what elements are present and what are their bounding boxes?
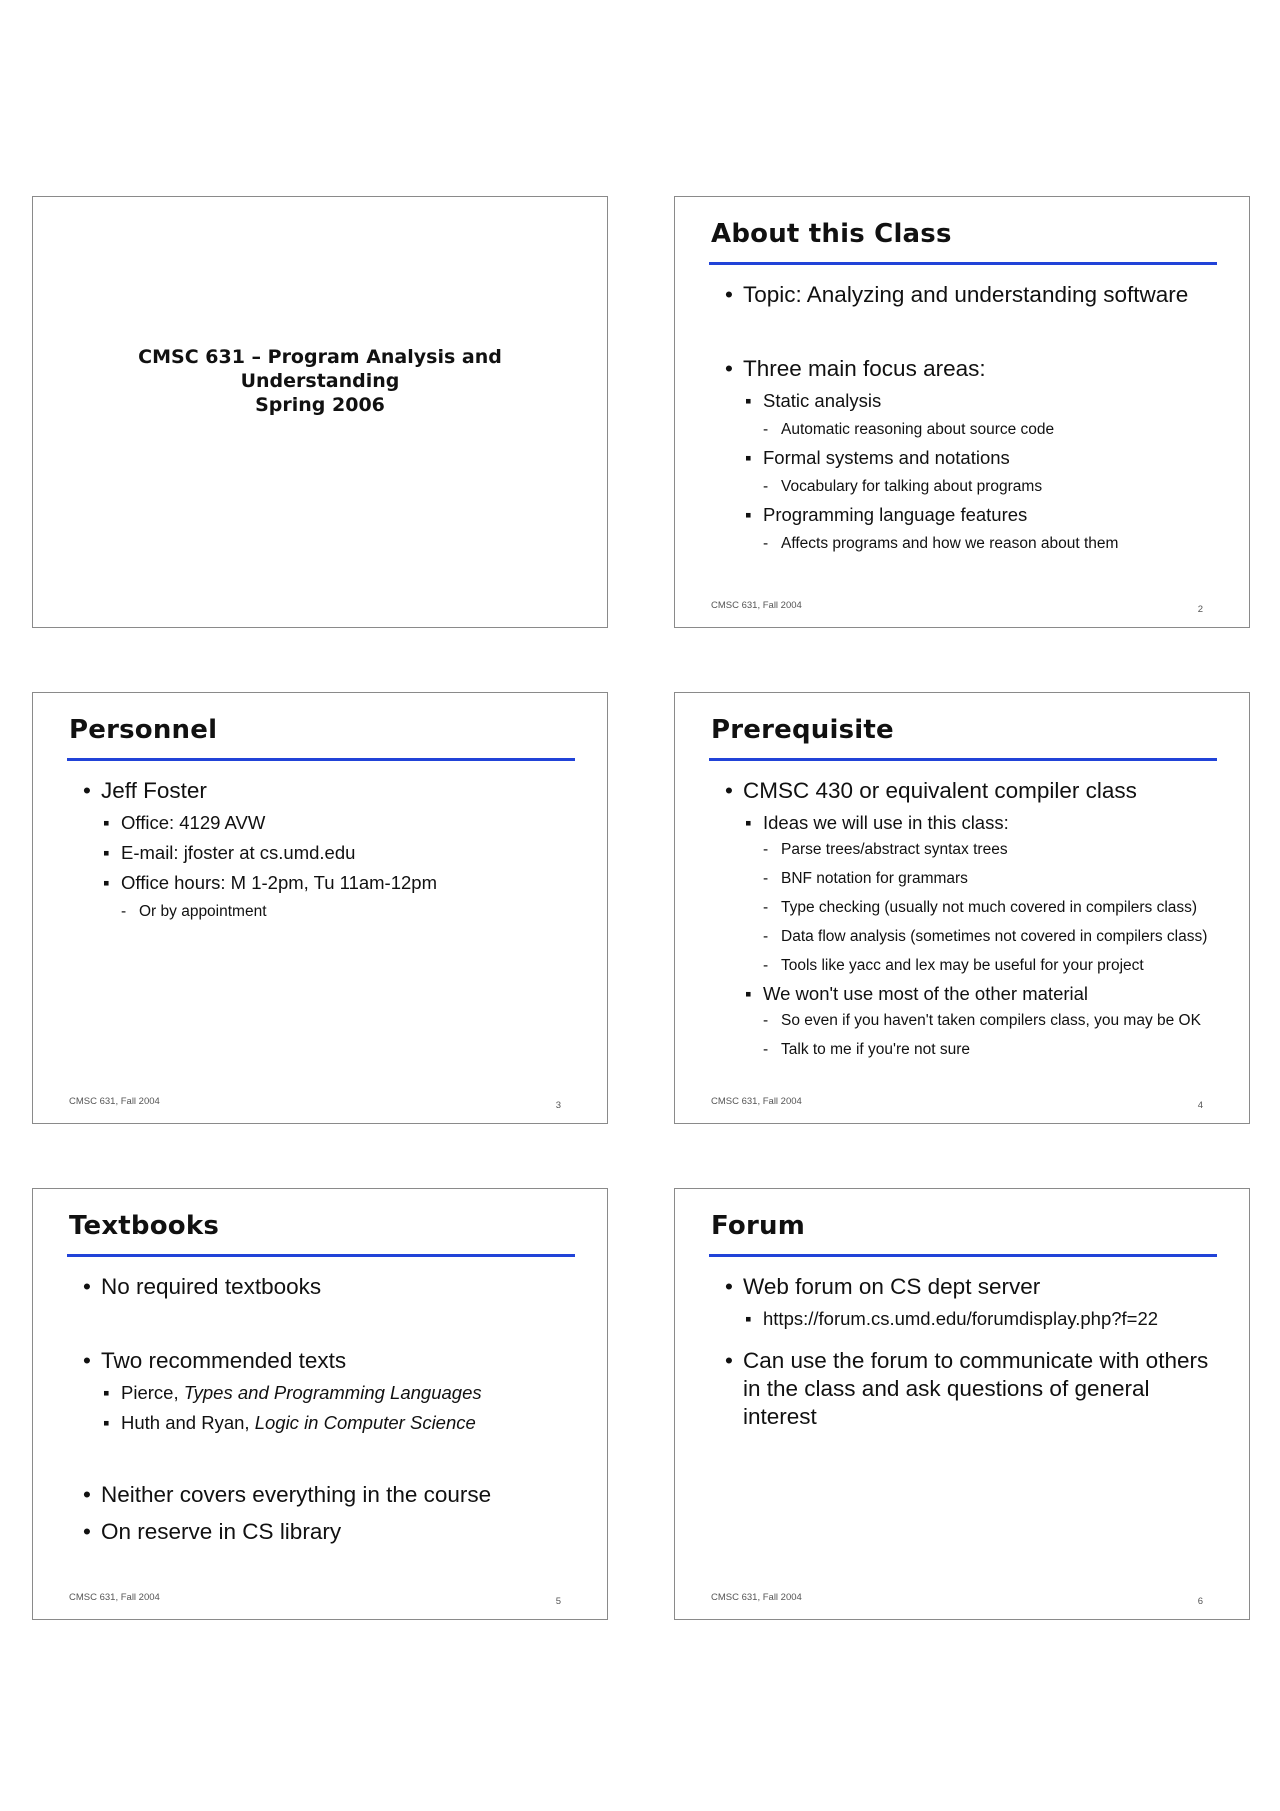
bullet-text: E-mail: jfoster at cs.umd.edu — [121, 842, 356, 863]
dash-bullet-icon: - — [763, 1012, 769, 1029]
title-rule — [67, 758, 575, 761]
slide-body — [711, 771, 1215, 1060]
bullet-item — [83, 1347, 573, 1375]
slide-title: Prerequisite — [711, 715, 894, 745]
cover-title-line-3: Spring 2006 — [255, 394, 385, 416]
sub-bullet-item — [745, 982, 1215, 1006]
bullet-item — [725, 777, 1215, 805]
book-title: Types and Programming Languages — [183, 1382, 482, 1403]
dash-bullet-icon: - — [763, 870, 769, 887]
slide-5 — [32, 1188, 608, 1620]
bullet-text: Talk to me if you're not sure — [781, 1041, 971, 1058]
slide-footer: CMSC 631, Fall 2004 — [69, 1096, 160, 1107]
bullet-text: Vocabulary for talking about programs — [781, 478, 1043, 495]
bullet-text: So even if you haven't taken compilers class, you may be OK — [781, 1012, 1201, 1029]
sub-sub-bullet-item — [763, 956, 1215, 976]
bullet-text: Web forum on CS dept server — [743, 1274, 1041, 1299]
bullet-text: Type checking (usually not much covered in compilers class) — [781, 899, 1198, 916]
slide-footer: CMSC 631, Fall 2004 — [711, 1592, 802, 1603]
sub-sub-bullet-item — [763, 1040, 1215, 1060]
sub-bullet-item — [103, 1411, 573, 1435]
slide-body — [69, 771, 573, 922]
bullet-icon: • — [725, 356, 733, 381]
bullet-icon: • — [83, 778, 91, 803]
bullet-item — [725, 1273, 1215, 1301]
sub-bullet-item — [103, 841, 573, 865]
bullet-text: CMSC 430 or equivalent compiler class — [743, 778, 1137, 803]
bullet-icon: • — [725, 778, 733, 803]
cover-title-line-2: Understanding — [240, 370, 400, 392]
slide-footer: CMSC 631, Fall 2004 — [711, 600, 802, 611]
forum-url[interactable]: https://forum.cs.umd.edu/forumdisplay.php?f=22 — [763, 1308, 1159, 1329]
slide-2 — [674, 196, 1250, 628]
dash-bullet-icon: - — [763, 535, 769, 552]
dash-bullet-icon: - — [763, 1041, 769, 1058]
bullet-text: Office: 4129 AVW — [121, 812, 266, 833]
square-bullet-icon: ▪ — [103, 872, 110, 893]
bullet-icon: • — [83, 1519, 91, 1544]
bullet-text: Neither covers everything in the course — [101, 1482, 492, 1507]
bullet-item — [83, 777, 573, 805]
title-rule — [709, 262, 1217, 265]
dash-bullet-icon: - — [763, 957, 769, 974]
slide-body — [69, 1267, 573, 1546]
bullet-text: Office hours: M 1-2pm, Tu 11am-12pm — [121, 872, 437, 893]
bullet-text: Can use the forum to communicate with others in the class and ask questions of general interest — [743, 1348, 1209, 1429]
bullet-text: Parse trees/abstract syntax trees — [781, 841, 1008, 858]
sub-sub-bullet-item — [763, 840, 1215, 860]
book-author: Pierce, — [121, 1382, 184, 1403]
bullet-text: Affects programs and how we reason about them — [781, 535, 1119, 552]
sub-bullet-item — [745, 389, 1215, 413]
sub-bullet-item — [745, 1307, 1215, 1331]
slide-body — [711, 1267, 1215, 1431]
square-bullet-icon: ▪ — [745, 504, 752, 525]
bullet-text: No required textbooks — [101, 1274, 322, 1299]
square-bullet-icon: ▪ — [103, 812, 110, 833]
slide-footer: CMSC 631, Fall 2004 — [711, 1096, 802, 1107]
title-rule — [709, 1254, 1217, 1257]
sub-bullet-item — [745, 446, 1215, 470]
bullet-text: Programming language features — [763, 504, 1028, 525]
slide-title: Textbooks — [69, 1211, 220, 1241]
sub-sub-bullet-item — [763, 534, 1215, 554]
slide-title: Personnel — [69, 715, 218, 745]
square-bullet-icon: ▪ — [745, 983, 752, 1004]
slide-number: 2 — [1197, 604, 1203, 615]
sub-sub-bullet-item — [121, 902, 573, 922]
sub-sub-bullet-item — [763, 477, 1215, 497]
bullet-text: Static analysis — [763, 390, 882, 411]
slide-footer: CMSC 631, Fall 2004 — [69, 1592, 160, 1603]
bullet-icon: • — [725, 1274, 733, 1299]
dash-bullet-icon: - — [763, 478, 769, 495]
slide-3 — [32, 692, 608, 1124]
bullet-item — [83, 1273, 573, 1301]
square-bullet-icon: ▪ — [745, 390, 752, 411]
sub-bullet-item — [745, 811, 1215, 835]
sub-sub-bullet-item — [763, 869, 1215, 889]
bullet-item — [725, 281, 1215, 309]
sub-bullet-item — [103, 811, 573, 835]
bullet-text: Three main focus areas: — [743, 356, 986, 381]
bullet-text: Topic: Analyzing and understanding software — [743, 282, 1189, 307]
bullet-text: Or by appointment — [139, 903, 267, 920]
dash-bullet-icon: - — [763, 899, 769, 916]
square-bullet-icon: ▪ — [745, 812, 752, 833]
slide-number: 6 — [1197, 1596, 1203, 1607]
dash-bullet-icon: - — [763, 841, 769, 858]
slide-title: Forum — [711, 1211, 805, 1241]
slide-1 — [32, 196, 608, 628]
slide-title: About this Class — [711, 219, 952, 249]
bullet-icon: • — [725, 1348, 733, 1373]
square-bullet-icon: ▪ — [103, 1412, 110, 1433]
sub-bullet-item — [745, 503, 1215, 527]
book-title: Logic in Computer Science — [254, 1412, 476, 1433]
cover-title — [33, 345, 607, 417]
sub-sub-bullet-item — [763, 927, 1215, 947]
slide-number: 5 — [555, 1596, 561, 1607]
sub-sub-bullet-item — [763, 420, 1215, 440]
bullet-item — [725, 355, 1215, 383]
square-bullet-icon: ▪ — [745, 447, 752, 468]
dash-bullet-icon: - — [763, 421, 769, 438]
square-bullet-icon: ▪ — [103, 842, 110, 863]
sub-bullet-item — [103, 871, 573, 895]
bullet-text: Two recommended texts — [101, 1348, 347, 1373]
bullet-text: Jeff Foster — [101, 778, 207, 803]
bullet-text: BNF notation for grammars — [781, 870, 968, 887]
bullet-icon: • — [83, 1274, 91, 1299]
bullet-icon: • — [83, 1482, 91, 1507]
square-bullet-icon: ▪ — [745, 1308, 752, 1329]
slide-number: 3 — [555, 1100, 561, 1111]
title-rule — [709, 758, 1217, 761]
bullet-text: Ideas we will use in this class: — [763, 812, 1009, 833]
book-author: Huth and Ryan, — [121, 1412, 255, 1433]
title-rule — [67, 1254, 575, 1257]
slide-number: 4 — [1197, 1100, 1203, 1111]
cover-title-line-1: CMSC 631 – Program Analysis and — [138, 346, 502, 368]
bullet-text: Tools like yacc and lex may be useful for your project — [781, 957, 1144, 974]
bullet-item — [83, 1518, 573, 1546]
bullet-icon: • — [725, 282, 733, 307]
square-bullet-icon: ▪ — [103, 1382, 110, 1403]
bullet-icon: • — [83, 1348, 91, 1373]
bullet-text: On reserve in CS library — [101, 1519, 342, 1544]
dash-bullet-icon: - — [763, 928, 769, 945]
slide-4 — [674, 692, 1250, 1124]
bullet-text: We won't use most of the other material — [763, 983, 1089, 1004]
bullet-item — [725, 1347, 1215, 1431]
sub-sub-bullet-item — [763, 898, 1215, 918]
bullet-text: Formal systems and notations — [763, 447, 1010, 468]
slide-6 — [674, 1188, 1250, 1620]
sub-bullet-item — [103, 1381, 573, 1405]
slide-body — [711, 275, 1215, 554]
bullet-item — [83, 1481, 573, 1509]
bullet-text: Data flow analysis (sometimes not covered in compilers class) — [781, 928, 1208, 945]
bullet-text: Automatic reasoning about source code — [781, 421, 1055, 438]
dash-bullet-icon: - — [121, 903, 127, 920]
sub-sub-bullet-item — [763, 1011, 1215, 1031]
